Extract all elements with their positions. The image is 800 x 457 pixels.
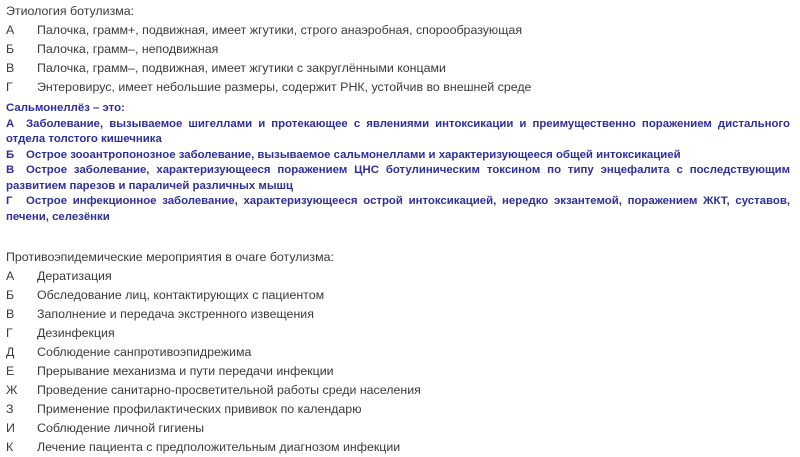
option-letter: К: [6, 440, 14, 454]
answer-option: [6, 21, 790, 40]
question-etiology: [6, 2, 790, 97]
option-text: Палочка, грамм–, подвижная, имеет жгутики с закруглёнными концами: [37, 61, 446, 75]
option-letter: Д: [6, 345, 15, 359]
question-title: Этиология ботулизма:: [6, 4, 135, 18]
answer-option: [6, 305, 790, 324]
option-text: Прерывание механизма и пути передачи инфекции: [37, 364, 334, 378]
option-text: Заполнение и передача экстренного извещения: [37, 307, 314, 321]
option-letter: Б: [6, 288, 15, 302]
question-title: Сальмонеллёз – это:: [6, 102, 125, 114]
option-letter: И: [6, 421, 15, 435]
option-letter: А: [6, 23, 15, 37]
answer-option: [6, 148, 790, 164]
option-letter: Б: [6, 42, 15, 56]
question-title: Противоэпидемические мероприятия в очаге ботулизма:: [6, 250, 334, 264]
answer-option: [6, 194, 790, 225]
answer-option: [6, 362, 790, 381]
option-letter: Г: [6, 80, 13, 94]
option-letter: Б: [6, 148, 15, 161]
option-text: Палочка, грамм+, подвижная, имеет жгутики, строго анаэробная, спорообразующая: [37, 23, 523, 37]
answer-option: [6, 343, 790, 362]
option-text: Энтеровирус, имеет небольшие размеры, содержит РНК, устойчив во внешней среде: [37, 80, 532, 94]
option-letter: В: [6, 61, 15, 75]
answer-option: [6, 286, 790, 305]
option-letter: В: [6, 164, 15, 176]
answer-option: [6, 117, 790, 148]
answer-option: [6, 163, 790, 194]
option-letter: А: [6, 269, 15, 283]
option-text: Дезинфекция: [37, 326, 115, 340]
option-letter: Г: [6, 326, 13, 340]
answer-option: [6, 267, 790, 286]
option-text: Острое инфекционное заболевание, характеризующееся острой интоксикацией, нередко экзантемой, поражением ЖКТ, суставов, печени, селезёнки: [6, 195, 790, 223]
option-text: Лечение пациента с предположительным диагнозом инфекции: [37, 440, 401, 454]
option-text: Острое заболевание, характеризующееся поражением ЦНС ботулиническим токсином по типу энцефалита с последствующим развитием парезов и параличей различных мышц: [6, 164, 790, 192]
answer-option: [6, 78, 790, 97]
option-letter: Г: [6, 195, 13, 207]
question-salmonellosis: [6, 101, 790, 225]
answer-option: [6, 59, 790, 78]
option-letter: А: [6, 117, 15, 130]
answer-option: [6, 400, 790, 419]
option-letter: В: [6, 307, 15, 321]
question-anti-epidemic-measures: [6, 248, 790, 457]
option-text: Острое зооантропонозное заболевание, вызываемое сальмонеллами и характеризующееся общей интоксикацией: [26, 148, 681, 161]
option-text: Заболевание, вызываемое шигеллами и протекающее с явлениями интоксикации и преимущественно поражением дистального отдела толстого кишечника: [6, 117, 790, 145]
answer-option: [6, 40, 790, 59]
option-text: Применение профилактических прививок по календарю: [37, 402, 362, 416]
answer-option: [6, 381, 790, 400]
option-letter: Ж: [6, 383, 18, 397]
option-letter: З: [6, 402, 14, 416]
option-letter: Е: [6, 364, 15, 378]
option-text: Соблюдение санпротивоэпидрежима: [37, 345, 252, 359]
answer-option: [6, 324, 790, 343]
answer-option: [6, 419, 790, 438]
option-text: Соблюдение личной гигиены: [37, 421, 205, 435]
option-text: Дератизация: [37, 269, 112, 283]
answer-option: [6, 438, 790, 457]
option-text: Обследование лиц, контактирующих с пациентом: [37, 288, 325, 302]
option-text: Палочка, грамм–, неподвижная: [37, 42, 219, 56]
option-text: Проведение санитарно-просветительной работы среди населения: [37, 383, 421, 397]
